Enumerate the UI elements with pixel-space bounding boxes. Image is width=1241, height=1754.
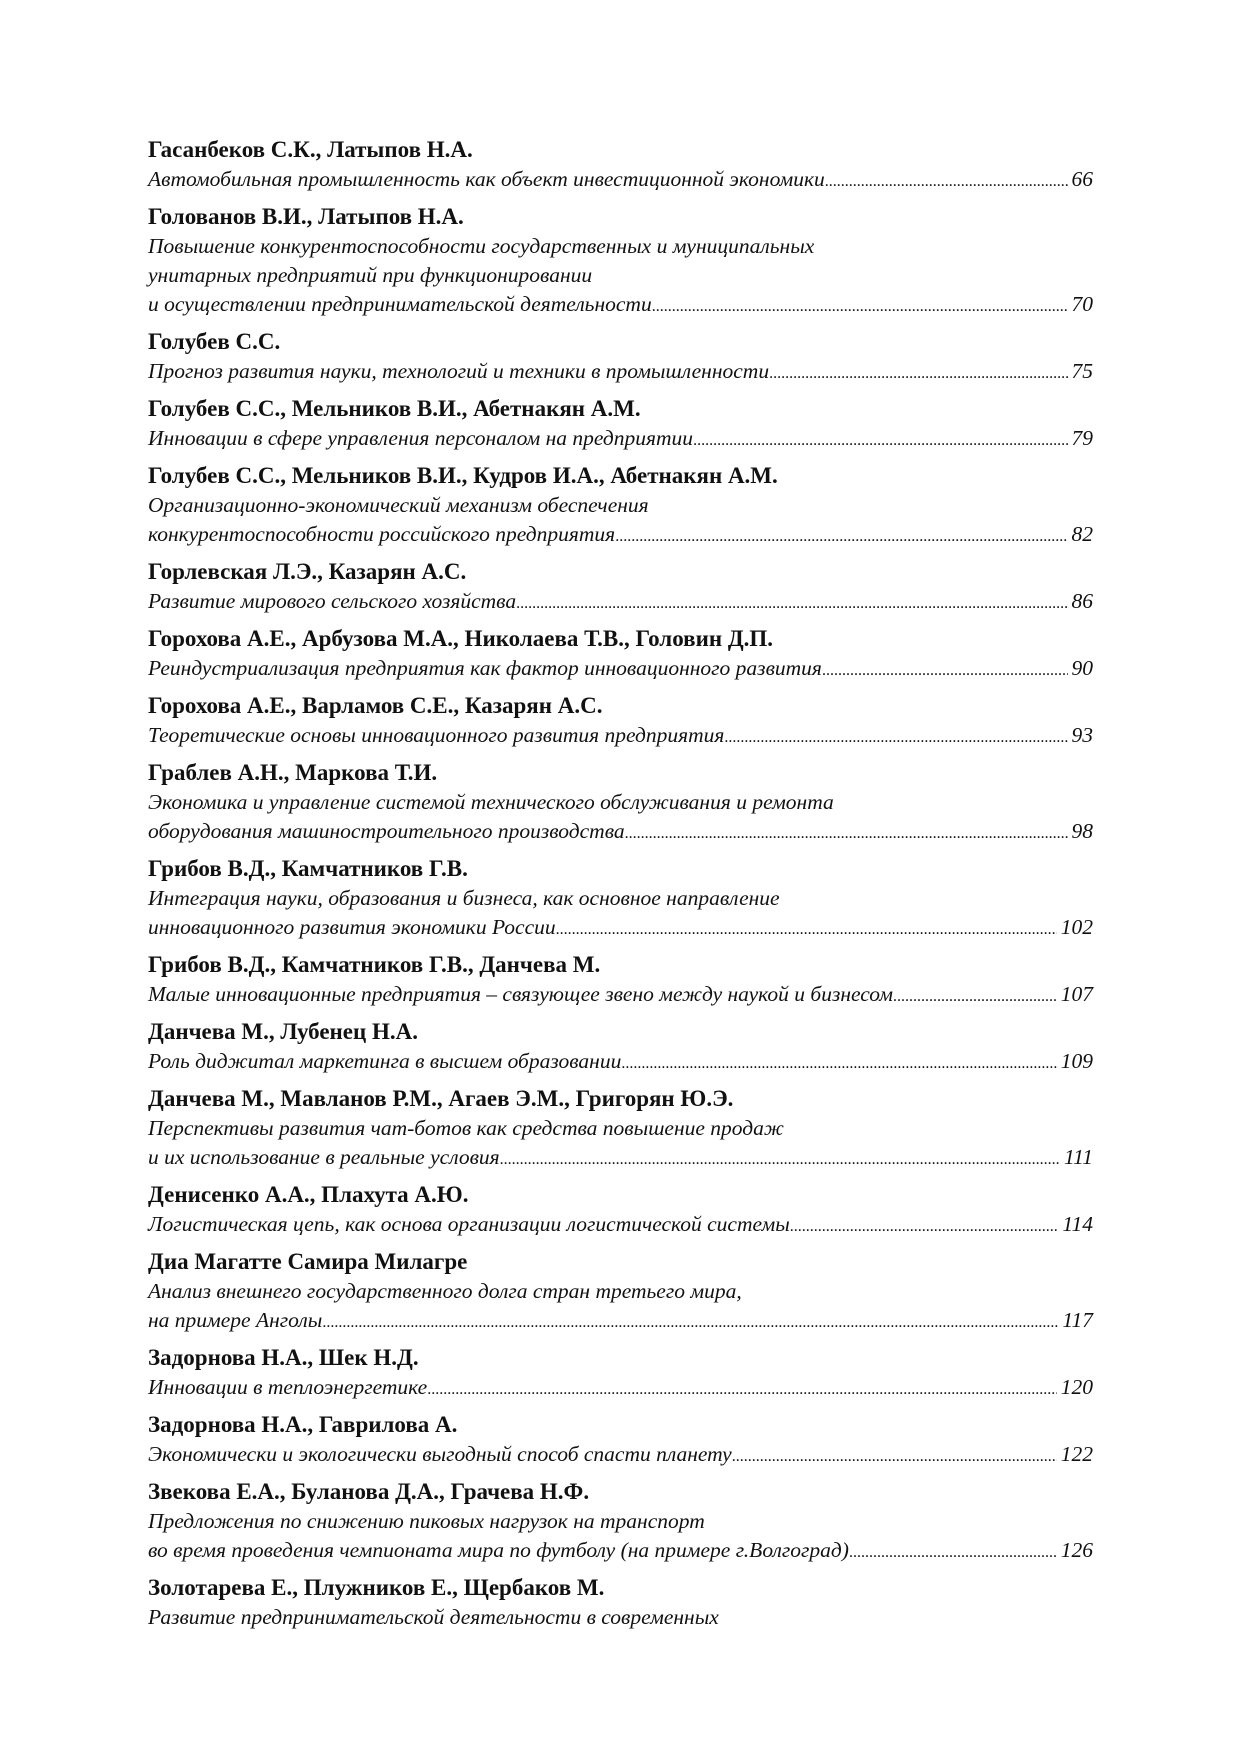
entry-title-with-page (148, 1373, 1093, 1402)
page-number: 114 (1062, 1212, 1093, 1236)
entry-title-with-page (148, 1210, 1093, 1239)
entry-title-line: на примере Анголы (148, 1308, 323, 1332)
page-number: 79 (1071, 426, 1093, 450)
entry-authors: Денисенко А.А., Плахута А.Ю. (148, 1182, 469, 1207)
toc-entry (148, 758, 1093, 846)
dot-leader (849, 1538, 1057, 1567)
entry-title-line: инновационного развития экономики России (148, 915, 556, 939)
dot-leader (790, 1212, 1059, 1241)
entry-title-with-page (148, 1306, 1093, 1335)
toc-entry (148, 1180, 1093, 1239)
entry-title-line: Перспективы развития чат-ботов как средства повышение продаж (148, 1116, 784, 1140)
page-number: 126 (1060, 1538, 1093, 1562)
entry-title-line: Анализ внешнего государственного долга стран третьего мира, (148, 1279, 742, 1303)
toc-entry (148, 135, 1093, 194)
toc-entry (148, 1017, 1093, 1076)
entry-authors: Голубев С.С. (148, 329, 281, 354)
toc-entry (148, 691, 1093, 750)
entry-title-with-page (148, 654, 1093, 683)
toc-entry (148, 1477, 1093, 1565)
page-number: 90 (1071, 656, 1093, 680)
entry-title-with-page (148, 1536, 1093, 1565)
entry-title-with-page (148, 1047, 1093, 1076)
toc-entry (148, 950, 1093, 1009)
page-number: 86 (1071, 589, 1093, 613)
entry-authors: Данчева М., Мавланов Р.М., Агаев Э.М., Григорян Ю.Э. (148, 1086, 734, 1111)
entry-authors: Голубев С.С., Мельников В.И., Кудров И.А., Абетнакян А.М. (148, 463, 778, 488)
entry-title-line: Логистическая цепь, как основа организации логистической системы (148, 1212, 790, 1236)
page-number: 93 (1071, 723, 1093, 747)
dot-leader (556, 915, 1057, 944)
dot-leader (825, 167, 1068, 196)
toc-entry (148, 1410, 1093, 1469)
dot-leader (322, 1308, 1058, 1337)
dot-leader (693, 426, 1067, 455)
entry-title-line: и их использование в реальные условия (148, 1145, 500, 1169)
entry-authors: Золотарева Е., Плужников Е., Щербаков М. (148, 1575, 605, 1600)
entry-title-line: Теоретические основы инновационного развития предприятия (148, 723, 725, 747)
entry-authors: Голованов В.И., Латыпов Н.А. (148, 204, 464, 229)
entry-authors: Задорнова Н.А., Гаврилова А. (148, 1412, 458, 1437)
dot-leader (822, 656, 1068, 685)
dot-leader (427, 1375, 1057, 1404)
entry-title-line: Роль диджитал маркетинга в высшем образовании (148, 1049, 622, 1073)
toc-entry (148, 461, 1093, 549)
dot-leader (500, 1145, 1060, 1174)
entry-title-with-page (148, 165, 1093, 194)
dot-leader (893, 982, 1057, 1011)
entry-authors: Горохова А.Е., Варламов С.Е., Казарян А.С. (148, 693, 603, 718)
entry-authors: Грибов В.Д., Камчатников Г.В., Данчева М. (148, 952, 601, 977)
entry-authors: Данчева М., Лубенец Н.А. (148, 1019, 419, 1044)
entry-title-line: Экономически и экологически выгодный способ спасти планету (148, 1442, 732, 1466)
entry-title-line: Экономика и управление системой технического обслуживания и ремонта (148, 790, 834, 814)
dot-leader (724, 723, 1067, 752)
dot-leader (615, 522, 1067, 551)
dot-leader (516, 589, 1067, 618)
entry-title-with-page (148, 721, 1093, 750)
page-number: 102 (1060, 915, 1093, 939)
toc-entry (148, 1343, 1093, 1402)
entry-title-line: Развитие мирового сельского хозяйства (148, 589, 517, 613)
page-number: 122 (1060, 1442, 1093, 1466)
entry-title-line: унитарных предприятий при функционировании (148, 263, 593, 287)
entry-title-with-page (148, 980, 1093, 1009)
entry-title-line: Развитие предпринимательской деятельности в современных (148, 1605, 719, 1629)
dot-leader (732, 1442, 1057, 1471)
entry-authors: Диа Магатте Самира Милагре (148, 1249, 468, 1274)
entry-title-with-page (148, 520, 1093, 549)
dot-leader (652, 292, 1068, 321)
entry-authors: Звекова Е.А., Буланова Д.А., Грачева Н.Ф. (148, 1479, 590, 1504)
table-of-contents (148, 135, 1093, 1640)
entry-title-with-page (148, 290, 1093, 319)
entry-title-line: Реиндустриализация предприятия как фактор инновационного развития (148, 656, 822, 680)
dot-leader (769, 359, 1067, 388)
entry-title-line: оборудования машиностроительного производства (148, 819, 625, 843)
page-number: 109 (1060, 1049, 1093, 1073)
entry-title-line: Предложения по снижению пиковых нагрузок на транспорт (148, 1509, 705, 1533)
entry-title-line: Прогноз развития науки, технологий и техники в промышленности (148, 359, 770, 383)
entry-authors: Грибов В.Д., Камчатников Г.В. (148, 856, 468, 881)
entry-authors: Горлевская Л.Э., Казарян А.С. (148, 559, 467, 584)
entry-title-line: Автомобильная промышленность как объект инвестиционной экономики (148, 167, 825, 191)
page-number: 117 (1062, 1308, 1093, 1332)
toc-entry (148, 202, 1093, 319)
toc-entry (148, 327, 1093, 386)
toc-entry (148, 1084, 1093, 1172)
entry-title-line: Малые инновационные предприятия – связующее звено между наукой и бизнесом (148, 982, 893, 1006)
entry-authors: Граблев А.Н., Маркова Т.И. (148, 760, 438, 785)
entry-authors: Задорнова Н.А., Шек Н.Д. (148, 1345, 419, 1370)
entry-authors: Горохова А.Е., Арбузова М.А., Николаева Т.В., Головин Д.П. (148, 626, 774, 651)
page-number: 82 (1071, 522, 1093, 546)
dot-leader (621, 1049, 1056, 1078)
page-number: 107 (1060, 982, 1093, 1006)
entry-title-with-page (148, 357, 1093, 386)
entry-title-line: Интеграция науки, образования и бизнеса, как основное направление (148, 886, 780, 910)
entry-title-line: Инновации в теплоэнергетике (148, 1375, 428, 1399)
entry-title-line: конкурентоспособности российского предприятия (148, 522, 616, 546)
entry-title-line: Инновации в сфере управления персоналом на предприятии (148, 426, 694, 450)
entry-title-with-page (148, 1143, 1093, 1172)
entry-title-with-page (148, 424, 1093, 453)
page-number: 66 (1071, 167, 1093, 191)
entry-title-with-page (148, 817, 1093, 846)
entry-title-line: Повышение конкурентоспособности государственных и муниципальных (148, 234, 815, 258)
page-number: 70 (1071, 292, 1093, 316)
entry-title-with-page (148, 1440, 1093, 1469)
toc-entry (148, 557, 1093, 616)
toc-entry (148, 624, 1093, 683)
entry-title-line: во время проведения чемпионата мира по футболу (на примере г.Волгоград) (148, 1538, 849, 1562)
entry-authors: Гасанбеков С.К., Латыпов Н.А. (148, 137, 473, 162)
dot-leader (625, 819, 1068, 848)
toc-entry (148, 394, 1093, 453)
page-number: 111 (1063, 1145, 1093, 1169)
page-number: 98 (1071, 819, 1093, 843)
entry-title-line: Организационно-экономический механизм обеспечения (148, 493, 649, 517)
toc-entry (148, 1573, 1093, 1632)
entry-title-with-page (148, 913, 1093, 942)
entry-authors: Голубев С.С., Мельников В.И., Абетнакян А.М. (148, 396, 641, 421)
entry-title-with-page (148, 587, 1093, 616)
page-number: 120 (1060, 1375, 1093, 1399)
page-number: 75 (1071, 359, 1093, 383)
toc-entry (148, 1247, 1093, 1335)
entry-title-line: и осуществлении предпринимательской деятельности (148, 292, 652, 316)
toc-entry (148, 854, 1093, 942)
